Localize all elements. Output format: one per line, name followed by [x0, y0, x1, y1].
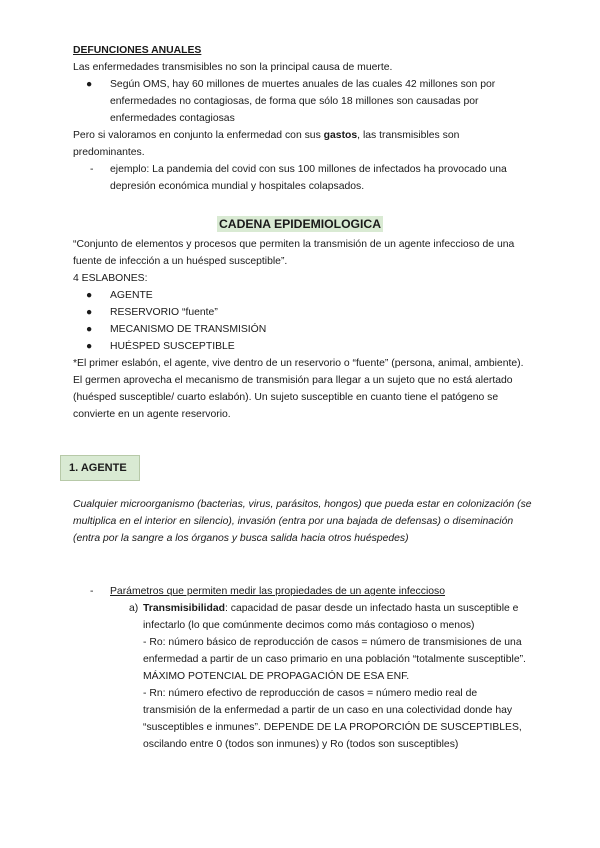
- intro-text: Las enfermedades transmisibles no son la principal causa de muerte.: [73, 62, 393, 73]
- item-a-text: : capacidad de pasar desde un infectado hasta un susceptible e infectarlo (lo que comúnmente decimos como más contagioso o menos): [143, 603, 519, 631]
- list-item: [73, 287, 533, 304]
- gastos-paragraph: [73, 127, 533, 161]
- list-item: [73, 321, 533, 338]
- eslabon-agente: AGENTE: [110, 290, 153, 301]
- item-a: [73, 600, 533, 753]
- cadena-note: *El primer eslabón, el agente, vive dentro de un reservorio o “fuente” (persona, animal, ambiente). El germen aprovecha el mecanismo de transmisión para llegar a un sujeto que no está alertado (huésped susceptible/ cuarto eslabón). Un sujeto susceptible en cuanto tiene el patógeno se convierte en un agente reservorio.: [73, 358, 524, 420]
- ro-text: - Ro: número básico de reproducción de casos = número de transmisiones de una enfermedad a partir de un caso primario en una población “totalmente susceptible”. MÁXIMO POTENCIAL DE PROPAGACIÓN DE ESA ENF.: [143, 637, 526, 682]
- agente-description: Cualquier microorganismo (bacterias, virus, parásitos, hongos) que pueda estar en colonización (se multiplica en el interior en silencio), invasión (entra por una bajada de defensas) o diseminación (entra por la sangre a los órganos y busca salida hacia otros huéspedes): [73, 499, 532, 544]
- section1-body: [73, 59, 533, 195]
- paragraph-text: , las transmisibles son predominantes.: [73, 130, 460, 158]
- bullet-text: Según OMS, hay 60 millones de muertes anuales de las cuales 42 millones son por enfermedades no contagiosas, de forma que sólo 18 millones son causadas por enfermedades contagiosas: [110, 79, 496, 124]
- eslabones-label: 4 ESLABONES:: [73, 273, 148, 284]
- bullet-marker: ●: [86, 307, 93, 318]
- params-label: Parámetros que permiten medir las propiedades de un agente infeccioso: [110, 586, 446, 597]
- eslabon-reservorio: RESERVORIO “fuente”: [110, 307, 218, 318]
- eslabon-mecanismo: MECANISMO DE TRANSMISIÓN: [110, 324, 267, 335]
- dash-text: ejemplo: La pandemia del covid con sus 100 millones de infectados ha provocado una depresión económica mundial y hospitales colapsados.: [110, 164, 507, 192]
- dash-item: [73, 583, 533, 600]
- list-item: [73, 338, 533, 355]
- agente-heading: 1. AGENTE: [60, 455, 140, 481]
- cadena-heading: [0, 216, 600, 234]
- section-title-defunciones: DEFUNCIONES ANUALES: [73, 45, 202, 56]
- item-a-bold: Transmisibilidad: [143, 603, 225, 614]
- bullet-marker: ●: [86, 341, 93, 352]
- cadena-heading-text: CADENA EPIDEMIOLOGICA: [218, 217, 382, 231]
- dash-marker: -: [90, 586, 94, 597]
- cadena-body: [73, 236, 533, 423]
- list-item: [73, 76, 533, 127]
- bullet-marker: ●: [86, 324, 93, 335]
- bullet-marker: ●: [86, 79, 93, 90]
- dash-marker: -: [90, 164, 94, 175]
- bold-text: gastos: [323, 130, 358, 141]
- cadena-definition: “Conjunto de elementos y procesos que permiten la transmisión de un agente infeccioso de una fuente de infección a un huésped susceptible”.: [73, 239, 515, 267]
- bullet-marker: ●: [86, 290, 93, 301]
- eslabon-huesped: HUÉSPED SUSCEPTIBLE: [110, 341, 235, 352]
- item-a-marker: a): [129, 603, 139, 614]
- paragraph-text: Pero si valoramos en conjunto la enfermedad con sus: [73, 130, 324, 141]
- params-section: [73, 583, 533, 753]
- rn-text: - Rn: número efectivo de reproducción de casos = número medio real de transmisión de la enfermedad a partir de un caso en una colectividad donde hay “susceptibles e inmunes”. DEPENDE DE LA PROPORCIÓN DE SUSCEPTIBLES, oscilando entre 0 (todos son inmunes) y Ro (todos son susceptibles): [143, 688, 522, 750]
- list-item: [73, 304, 533, 321]
- dash-item: [73, 161, 533, 195]
